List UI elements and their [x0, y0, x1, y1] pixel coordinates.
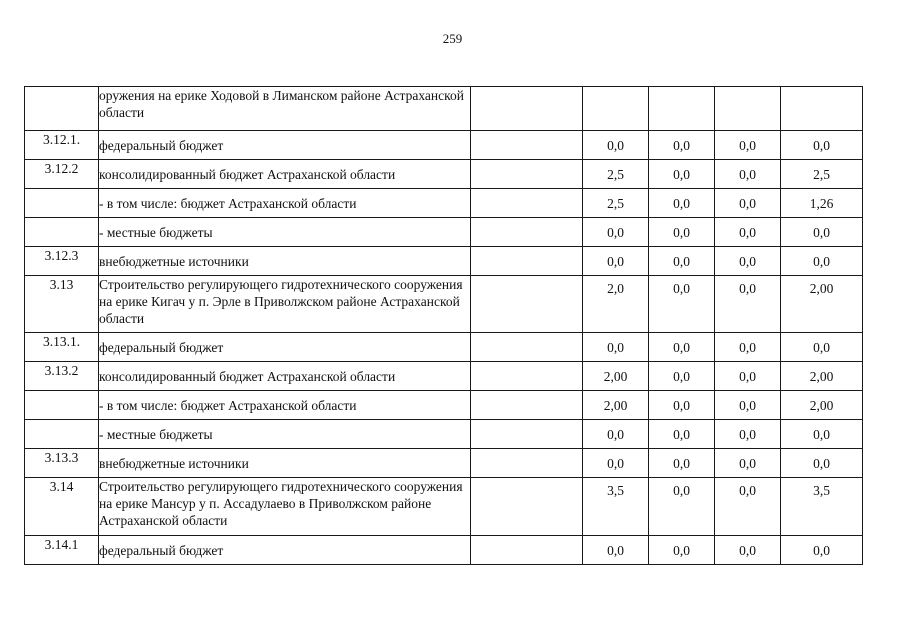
- value: 2,00: [603, 398, 628, 413]
- empty-cell: [471, 218, 583, 247]
- value-cell: [781, 536, 863, 565]
- value: 0,0: [673, 167, 690, 182]
- item-description: федеральный бюджет: [99, 131, 471, 160]
- table-row: [25, 333, 863, 362]
- item-number-cell: [25, 160, 99, 189]
- value: 0,0: [739, 254, 756, 269]
- value: 0,0: [607, 254, 624, 269]
- value-cell: [781, 391, 863, 420]
- value: 0,0: [739, 369, 756, 384]
- table-row: [25, 478, 863, 536]
- item-description: оружения на ерике Ходовой в Лиманском районе Астраханской области: [99, 87, 471, 131]
- item-number: 3.13: [49, 277, 74, 292]
- value-cell: [583, 478, 649, 536]
- value: 0,0: [607, 543, 624, 558]
- table-row: [25, 449, 863, 478]
- value: 0,0: [813, 456, 830, 471]
- value: 2,0: [607, 281, 624, 296]
- value: 2,00: [603, 369, 628, 384]
- value-cell: [781, 478, 863, 536]
- value: 2,5: [813, 167, 830, 182]
- value: 2,00: [809, 369, 834, 384]
- value-cell: [583, 218, 649, 247]
- table-row: [25, 218, 863, 247]
- value-cell: [781, 449, 863, 478]
- value-cell: [649, 189, 715, 218]
- value-cell: [649, 333, 715, 362]
- value: 0,0: [739, 456, 756, 471]
- value-cell: [583, 160, 649, 189]
- value-cell: [583, 362, 649, 391]
- value-cell: [583, 87, 649, 131]
- value: 0,0: [739, 167, 756, 182]
- item-description: - местные бюджеты: [99, 420, 471, 449]
- table-row: [25, 391, 863, 420]
- value-cell: [649, 160, 715, 189]
- item-number: 3.12.1.: [42, 132, 81, 147]
- item-number: 3.12.2: [44, 161, 79, 176]
- value-cell: [781, 362, 863, 391]
- value: 0,0: [607, 138, 624, 153]
- value-cell: [649, 276, 715, 333]
- item-number-cell: [25, 131, 99, 160]
- value: 0,0: [739, 196, 756, 211]
- item-number: 3.13.2: [44, 363, 79, 378]
- value-cell: [583, 420, 649, 449]
- item-number: 3.13.3: [44, 450, 79, 465]
- value-cell: [649, 218, 715, 247]
- value: 0,0: [813, 543, 830, 558]
- empty-cell: [471, 87, 583, 131]
- table-row: [25, 131, 863, 160]
- budget-table: [24, 86, 863, 565]
- value-cell: [649, 449, 715, 478]
- value-cell: [781, 276, 863, 333]
- value: 0,0: [607, 456, 624, 471]
- table-row: [25, 536, 863, 565]
- empty-cell: [471, 362, 583, 391]
- item-description: внебюджетные источники: [99, 247, 471, 276]
- value-cell: [715, 189, 781, 218]
- value-cell: [715, 218, 781, 247]
- item-description: консолидированный бюджет Астраханской области: [99, 160, 471, 189]
- value: 0,0: [813, 225, 830, 240]
- value-cell: [583, 536, 649, 565]
- value-cell: [715, 391, 781, 420]
- item-description: - в том числе: бюджет Астраханской области: [99, 189, 471, 218]
- empty-cell: [471, 449, 583, 478]
- empty-cell: [471, 420, 583, 449]
- value: 0,0: [673, 281, 690, 296]
- value-cell: [649, 420, 715, 449]
- empty-cell: [471, 247, 583, 276]
- item-description: федеральный бюджет: [99, 536, 471, 565]
- value: 0,0: [739, 138, 756, 153]
- value: 3,5: [813, 483, 830, 498]
- value-cell: [781, 189, 863, 218]
- value: 1,26: [809, 196, 834, 211]
- value-cell: [715, 362, 781, 391]
- value-cell: [649, 362, 715, 391]
- value: 2,5: [607, 167, 624, 182]
- item-description: внебюджетные источники: [99, 449, 471, 478]
- value-cell: [583, 391, 649, 420]
- table-row: [25, 247, 863, 276]
- value-cell: [583, 276, 649, 333]
- empty-cell: [471, 131, 583, 160]
- value: 0,0: [673, 398, 690, 413]
- value-cell: [583, 247, 649, 276]
- value: 0,0: [739, 398, 756, 413]
- value: 0,0: [813, 340, 830, 355]
- value-cell: [649, 87, 715, 131]
- value-cell: [715, 333, 781, 362]
- value-cell: [781, 247, 863, 276]
- value: 0,0: [739, 225, 756, 240]
- item-number-cell: [25, 391, 99, 420]
- empty-cell: [471, 391, 583, 420]
- budget-table-body: [25, 87, 863, 565]
- value: 0,0: [673, 543, 690, 558]
- empty-cell: [471, 536, 583, 565]
- value-cell: [583, 333, 649, 362]
- item-description: федеральный бюджет: [99, 333, 471, 362]
- empty-cell: [471, 333, 583, 362]
- value-cell: [715, 478, 781, 536]
- empty-cell: [471, 160, 583, 189]
- value-cell: [715, 536, 781, 565]
- value: 0,0: [673, 254, 690, 269]
- value-cell: [649, 478, 715, 536]
- value: 0,0: [607, 340, 624, 355]
- item-number-cell: [25, 247, 99, 276]
- item-description: Строительство регулирующего гидротехнического сооружения на ерике Кигач у п. Эрле в Приволжском районе Астраханской области: [99, 276, 471, 333]
- value: 3,5: [607, 483, 624, 498]
- value: 0,0: [813, 138, 830, 153]
- value: 0,0: [607, 225, 624, 240]
- value-cell: [649, 247, 715, 276]
- item-number-cell: [25, 449, 99, 478]
- value-cell: [583, 189, 649, 218]
- value-cell: [715, 449, 781, 478]
- value-cell: [781, 420, 863, 449]
- value: 0,0: [813, 254, 830, 269]
- value-cell: [781, 87, 863, 131]
- value: 2,00: [809, 281, 834, 296]
- value: 2,00: [809, 398, 834, 413]
- item-number-cell: [25, 536, 99, 565]
- value: 0,0: [739, 543, 756, 558]
- value-cell: [781, 333, 863, 362]
- value-cell: [715, 420, 781, 449]
- table-row: [25, 160, 863, 189]
- value-cell: [781, 160, 863, 189]
- value: 0,0: [673, 225, 690, 240]
- item-number-cell: [25, 478, 99, 536]
- table-row: [25, 276, 863, 333]
- value-cell: [649, 131, 715, 160]
- item-description: консолидированный бюджет Астраханской области: [99, 362, 471, 391]
- item-description: Строительство регулирующего гидротехнического сооружения на ерике Мансур у п. Ассадулаево в Приволжском районе Астраханской области: [99, 478, 471, 536]
- table-row: [25, 420, 863, 449]
- value-cell: [583, 131, 649, 160]
- item-number-cell: [25, 276, 99, 333]
- item-number: 3.12.3: [44, 248, 79, 263]
- value: 0,0: [739, 427, 756, 442]
- value: 0,0: [813, 427, 830, 442]
- table-row: [25, 87, 863, 131]
- value: 0,0: [739, 340, 756, 355]
- value: 0,0: [673, 483, 690, 498]
- item-number: 3.14: [49, 479, 74, 494]
- item-number: 3.13.1.: [42, 334, 81, 349]
- item-number-cell: [25, 362, 99, 391]
- value: 0,0: [739, 281, 756, 296]
- value: 0,0: [673, 456, 690, 471]
- item-number-cell: [25, 333, 99, 362]
- value: 0,0: [607, 427, 624, 442]
- value-cell: [715, 160, 781, 189]
- value: 0,0: [673, 427, 690, 442]
- value: 0,0: [673, 369, 690, 384]
- table-row: [25, 362, 863, 391]
- item-number-cell: [25, 218, 99, 247]
- value: 2,5: [607, 196, 624, 211]
- value-cell: [715, 276, 781, 333]
- value: 0,0: [673, 138, 690, 153]
- item-number-cell: [25, 420, 99, 449]
- value-cell: [583, 449, 649, 478]
- table-row: [25, 189, 863, 218]
- value-cell: [649, 536, 715, 565]
- value: 0,0: [673, 196, 690, 211]
- value-cell: [715, 87, 781, 131]
- item-number-cell: [25, 189, 99, 218]
- value-cell: [781, 218, 863, 247]
- value: 0,0: [739, 483, 756, 498]
- value-cell: [715, 247, 781, 276]
- empty-cell: [471, 276, 583, 333]
- value-cell: [781, 131, 863, 160]
- item-description: - местные бюджеты: [99, 218, 471, 247]
- item-description: - в том числе: бюджет Астраханской области: [99, 391, 471, 420]
- item-number-cell: [25, 87, 99, 131]
- value: 0,0: [673, 340, 690, 355]
- page-number: 259: [442, 31, 463, 46]
- empty-cell: [471, 478, 583, 536]
- value-cell: [649, 391, 715, 420]
- empty-cell: [471, 189, 583, 218]
- value-cell: [715, 131, 781, 160]
- item-number: 3.14.1: [44, 537, 79, 552]
